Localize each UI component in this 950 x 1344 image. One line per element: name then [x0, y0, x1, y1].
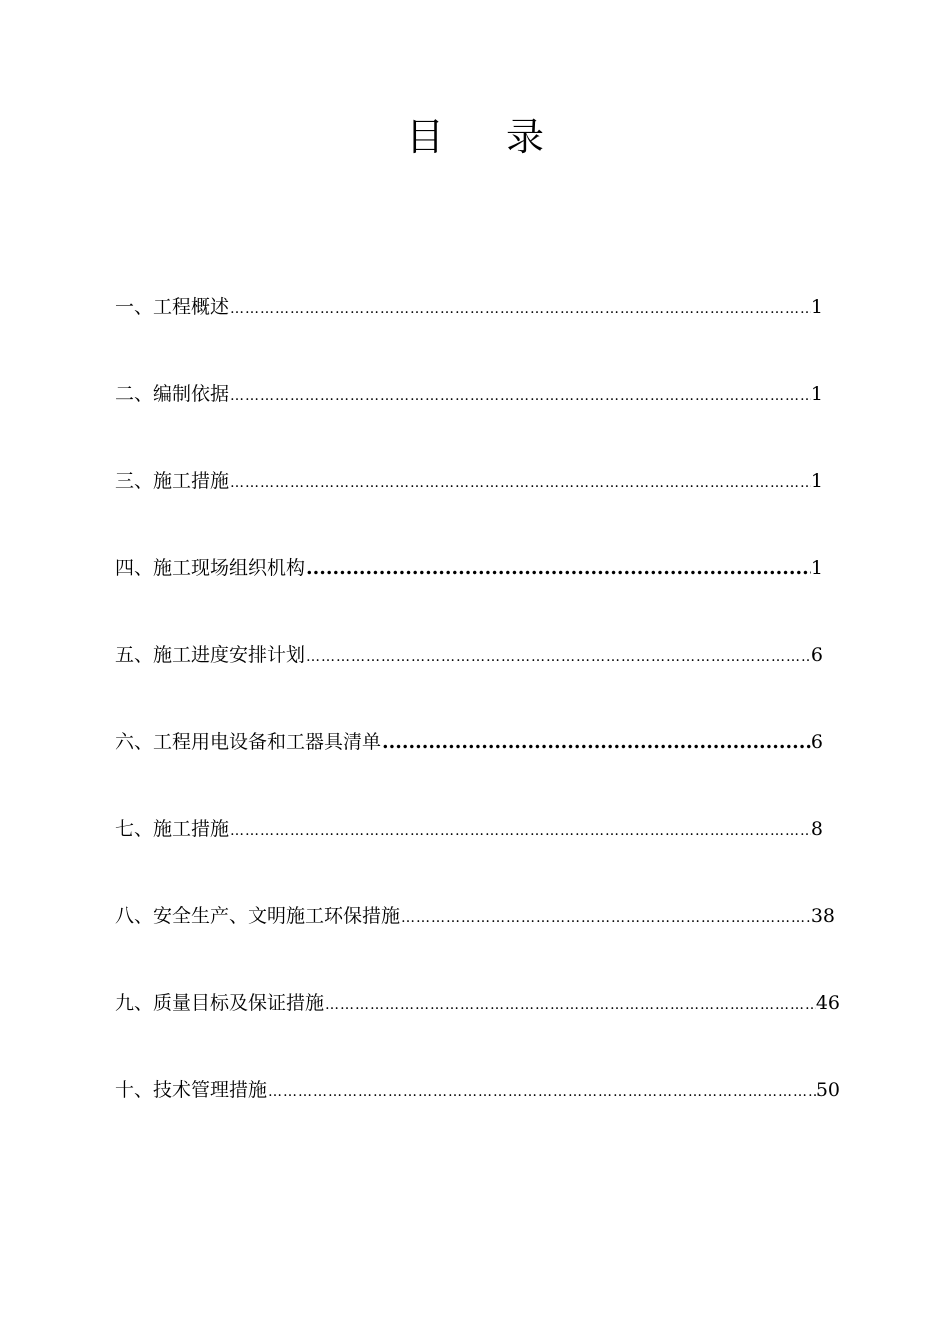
toc-leader-dots	[400, 903, 811, 933]
toc-leader-dots	[229, 468, 811, 498]
toc-entry-page: 50	[815, 1079, 840, 1101]
toc-entry-label: 二、编制依据	[115, 383, 230, 405]
toc-leader-dots	[267, 1077, 816, 1107]
toc-leader-dots	[305, 642, 811, 672]
toc-entry-label: 八、安全生产、文明施工环保措施	[115, 905, 401, 927]
toc-entry-3[interactable]	[115, 466, 823, 553]
toc-leader-dots	[305, 553, 811, 585]
toc-leader-dots	[324, 990, 816, 1020]
toc-entry-label: 九、质量目标及保证措施	[115, 992, 325, 1014]
toc-entry-label: 十、技术管理措施	[115, 1079, 268, 1101]
toc-leader-dots	[229, 381, 811, 411]
toc-entry-page: 38	[810, 905, 835, 927]
title-char-2: 录	[506, 115, 545, 159]
toc-entry-page: 1	[810, 557, 823, 579]
toc-entry-page: 8	[810, 818, 823, 840]
toc-entry-label: 五、施工进度安排计划	[115, 644, 306, 666]
title-char-1: 目	[405, 115, 444, 159]
toc-entry-9[interactable]	[115, 988, 840, 1075]
toc-entry-page: 1	[810, 470, 823, 492]
toc-entry-8[interactable]	[115, 901, 835, 988]
toc-entry-label: 一、工程概述	[115, 296, 230, 318]
toc-entry-1[interactable]	[115, 292, 823, 379]
toc-leader-dots	[229, 294, 811, 324]
toc-entry-page: 1	[810, 383, 823, 405]
toc-entry-4[interactable]	[115, 553, 823, 640]
toc-entry-10[interactable]	[115, 1075, 840, 1162]
toc-entry-page: 6	[810, 644, 823, 666]
toc-entry-6[interactable]	[115, 727, 823, 814]
toc-entry-label: 七、施工措施	[115, 818, 230, 840]
toc-entry-2[interactable]	[115, 379, 823, 466]
toc-leader-dots	[229, 816, 811, 846]
toc-entry-label: 三、施工措施	[115, 470, 230, 492]
toc-leader-dots	[381, 727, 811, 759]
toc-entry-page: 6	[810, 731, 823, 753]
table-of-contents	[115, 292, 845, 1162]
toc-entry-label: 四、施工现场组织机构	[115, 557, 306, 579]
toc-entry-label: 六、工程用电设备和工器具清单	[115, 731, 382, 753]
toc-entry-page: 46	[815, 992, 840, 1014]
page-title	[0, 112, 950, 162]
toc-entry-7[interactable]	[115, 814, 823, 901]
toc-entry-page: 1	[810, 296, 823, 318]
toc-entry-5[interactable]	[115, 640, 823, 727]
